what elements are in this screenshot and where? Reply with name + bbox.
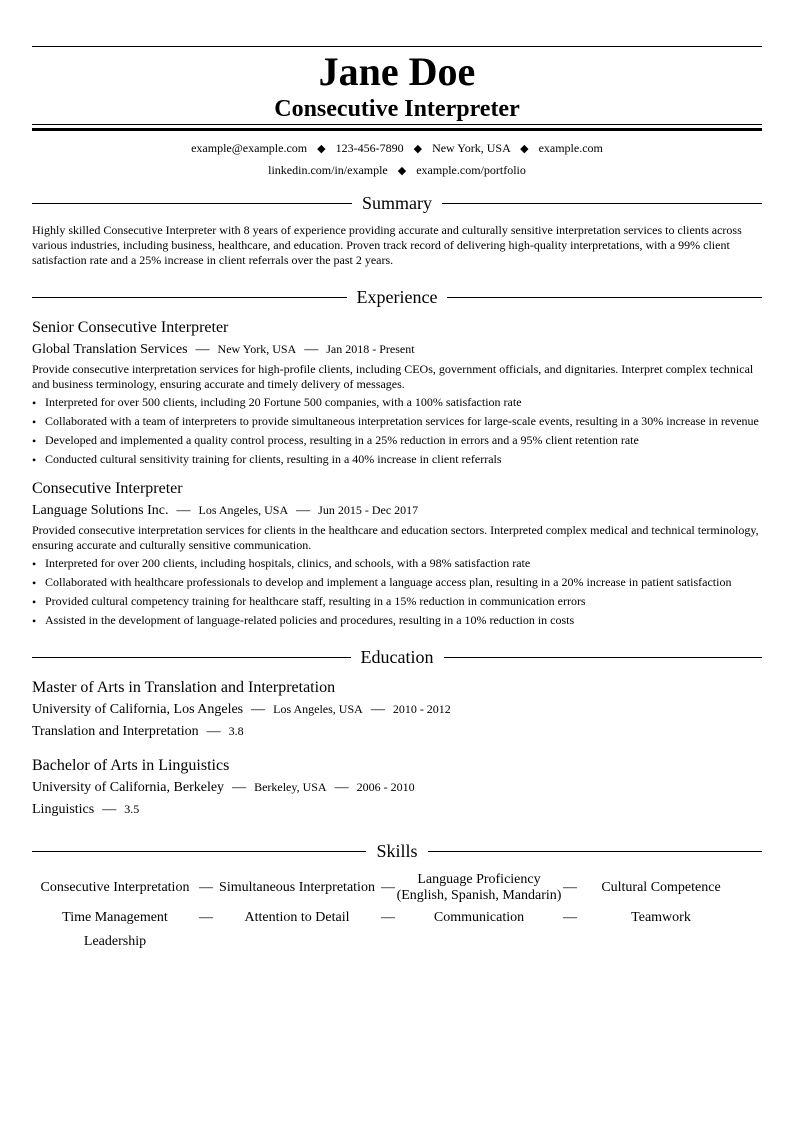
contact-line-1 xyxy=(32,138,762,160)
field-of-study: Translation and Interpretation xyxy=(32,724,199,739)
diamond-separator-icon: ◆ xyxy=(520,143,529,155)
skill-item: Simultaneous Interpretation xyxy=(219,880,375,895)
candidate-title: Consecutive Interpreter xyxy=(274,96,520,122)
job-description: Provide consecutive interpretation services for high-profile clients, including CEOs, government officials, and dignitaries. Interpret complex technical and business terminology, ensuring accurate and timely delivery of messages. xyxy=(32,362,754,391)
education-dates: 2010 - 2012 xyxy=(392,702,451,716)
list-item: • Provided cultural competency training for healthcare staff, resulting in a 15% reduction in communication errors xyxy=(32,594,762,609)
header-double-rule xyxy=(32,124,762,131)
job-role: Senior Consecutive Interpreter xyxy=(32,319,229,336)
job-dates: Jun 2015 - Dec 2017 xyxy=(318,503,419,517)
job-bullets xyxy=(32,556,762,628)
degree-title: Bachelor of Arts in Linguistics xyxy=(32,757,230,774)
section-title: Education xyxy=(360,647,434,667)
education-meta: University of California, Los Angeles — Los Angeles, USA — 2010 - 2012 xyxy=(32,702,451,717)
skill-item: Communication xyxy=(433,910,525,925)
diamond-separator-icon: ◆ xyxy=(413,143,423,155)
list-item: • Interpreted for over 200 clients, including hospitals, clinics, and schools, with a 98% satisfaction rate xyxy=(32,556,762,571)
linkedin-link[interactable]: linkedin.com/in/example xyxy=(268,163,388,177)
skill-item: Teamwork xyxy=(631,910,691,925)
section-title: Summary xyxy=(362,193,432,213)
list-item: • Developed and implemented a quality control process, resulting in a 25% reduction in errors and a 95% client retention rate xyxy=(32,433,762,448)
school-location: Berkeley, USA xyxy=(254,780,327,794)
skill-separator: — xyxy=(563,880,577,895)
experience-heading xyxy=(32,286,762,308)
degree-title: Master of Arts in Translation and Interpretation xyxy=(32,679,336,696)
contact-block xyxy=(32,138,762,182)
gpa: 3.5 xyxy=(124,802,140,816)
gpa: 3.8 xyxy=(228,724,244,738)
skill-separator: — xyxy=(199,880,213,895)
diamond-separator-icon: ◆ xyxy=(317,143,326,155)
section-title: Experience xyxy=(356,287,438,307)
education-dates: 2006 - 2010 xyxy=(356,780,415,794)
company-name: Language Solutions Inc. xyxy=(32,503,169,518)
resume-page xyxy=(32,0,762,952)
skills-grid xyxy=(32,872,762,952)
job-meta: Global Translation Services — New York, USA — Jan 2018 - Present xyxy=(32,342,415,357)
job-location: Los Angeles, USA xyxy=(198,503,289,517)
field-of-study: Linguistics xyxy=(32,802,95,817)
skill-separator: — xyxy=(563,910,577,925)
education-field: Translation and Interpretation — 3.8 xyxy=(32,724,244,739)
summary-text: Highly skilled Consecutive Interpreter with 8 years of experience providing accurate and culturally sensitive interpretation services to clients across various industries, including business, healthcare, and education. Proven track record of delivering high-quality interpretations, with a 99% client satisfaction rate and a 25% increase in client referrals over the past 2 years. xyxy=(32,223,742,267)
website-link[interactable]: example.com xyxy=(538,141,603,155)
education-meta: University of California, Berkeley — Berkeley, USA — 2006 - 2010 xyxy=(32,780,415,795)
list-item: • Assisted in the development of language-related policies and procedures, resulting in a 10% reduction in costs xyxy=(32,613,762,628)
skill-item: Language Proficiency (English, Spanish, Mandarin) xyxy=(396,872,562,903)
job-description: Provided consecutive interpretation services for clients in the healthcare and education sectors. Interpreted complex medical and technical terminology, ensuring accurate and culturally sensitive communication. xyxy=(32,523,759,552)
job-dates: Jan 2018 - Present xyxy=(326,342,415,356)
candidate-name: Jane Doe xyxy=(318,49,476,94)
list-item: • Collaborated with a team of interpreters to provide simultaneous interpretation services for large-scale events, resulting in a 30% increase in revenue xyxy=(32,414,762,429)
education-heading xyxy=(32,646,762,668)
phone-number[interactable]: 123-456-7890 xyxy=(335,141,404,155)
company-name: Global Translation Services xyxy=(32,342,188,357)
school-name: University of California, Berkeley xyxy=(32,780,225,795)
skill-separator: — xyxy=(381,880,395,895)
list-item: • Interpreted for over 500 clients, including 20 Fortune 500 companies, with a 100% satisfaction rate xyxy=(32,395,762,410)
job-entry xyxy=(32,318,762,467)
list-item: • Conducted cultural sensitivity training for clients, resulting in a 40% increase in client referrals xyxy=(32,452,762,467)
job-bullets xyxy=(32,395,762,467)
job-role: Consecutive Interpreter xyxy=(32,480,183,497)
top-rule xyxy=(32,46,762,47)
school-name: University of California, Los Angeles xyxy=(32,702,244,717)
diamond-separator-icon: ◆ xyxy=(397,165,407,177)
location-text: New York, USA xyxy=(432,141,511,155)
education-entry xyxy=(32,756,762,820)
skill-item: Leadership xyxy=(83,934,147,949)
job-location: New York, USA xyxy=(217,342,297,356)
contact-line-2 xyxy=(32,160,762,182)
email-link[interactable]: example@example.com xyxy=(191,141,308,155)
portfolio-link[interactable]: example.com/portfolio xyxy=(416,163,526,177)
skill-item: Cultural Competence xyxy=(601,880,721,895)
job-entry xyxy=(32,479,762,628)
summary-heading xyxy=(32,192,762,214)
skill-item: Attention to Detail xyxy=(244,910,350,925)
list-item: • Collaborated with healthcare professionals to develop and implement a language access plan, resulting in a 20% increase in patient satisfaction xyxy=(32,575,762,590)
skill-item: Time Management xyxy=(62,910,168,925)
skills-heading xyxy=(32,840,762,862)
school-location: Los Angeles, USA xyxy=(273,702,363,716)
skill-separator: — xyxy=(199,910,213,925)
skill-item: Consecutive Interpretation xyxy=(40,880,190,895)
education-entry xyxy=(32,678,762,742)
section-title: Skills xyxy=(376,841,418,861)
education-field: Linguistics — 3.5 xyxy=(32,802,140,817)
job-meta: Language Solutions Inc. — Los Angeles, USA — Jun 2015 - Dec 2017 xyxy=(32,503,419,518)
skill-separator: — xyxy=(381,910,395,925)
